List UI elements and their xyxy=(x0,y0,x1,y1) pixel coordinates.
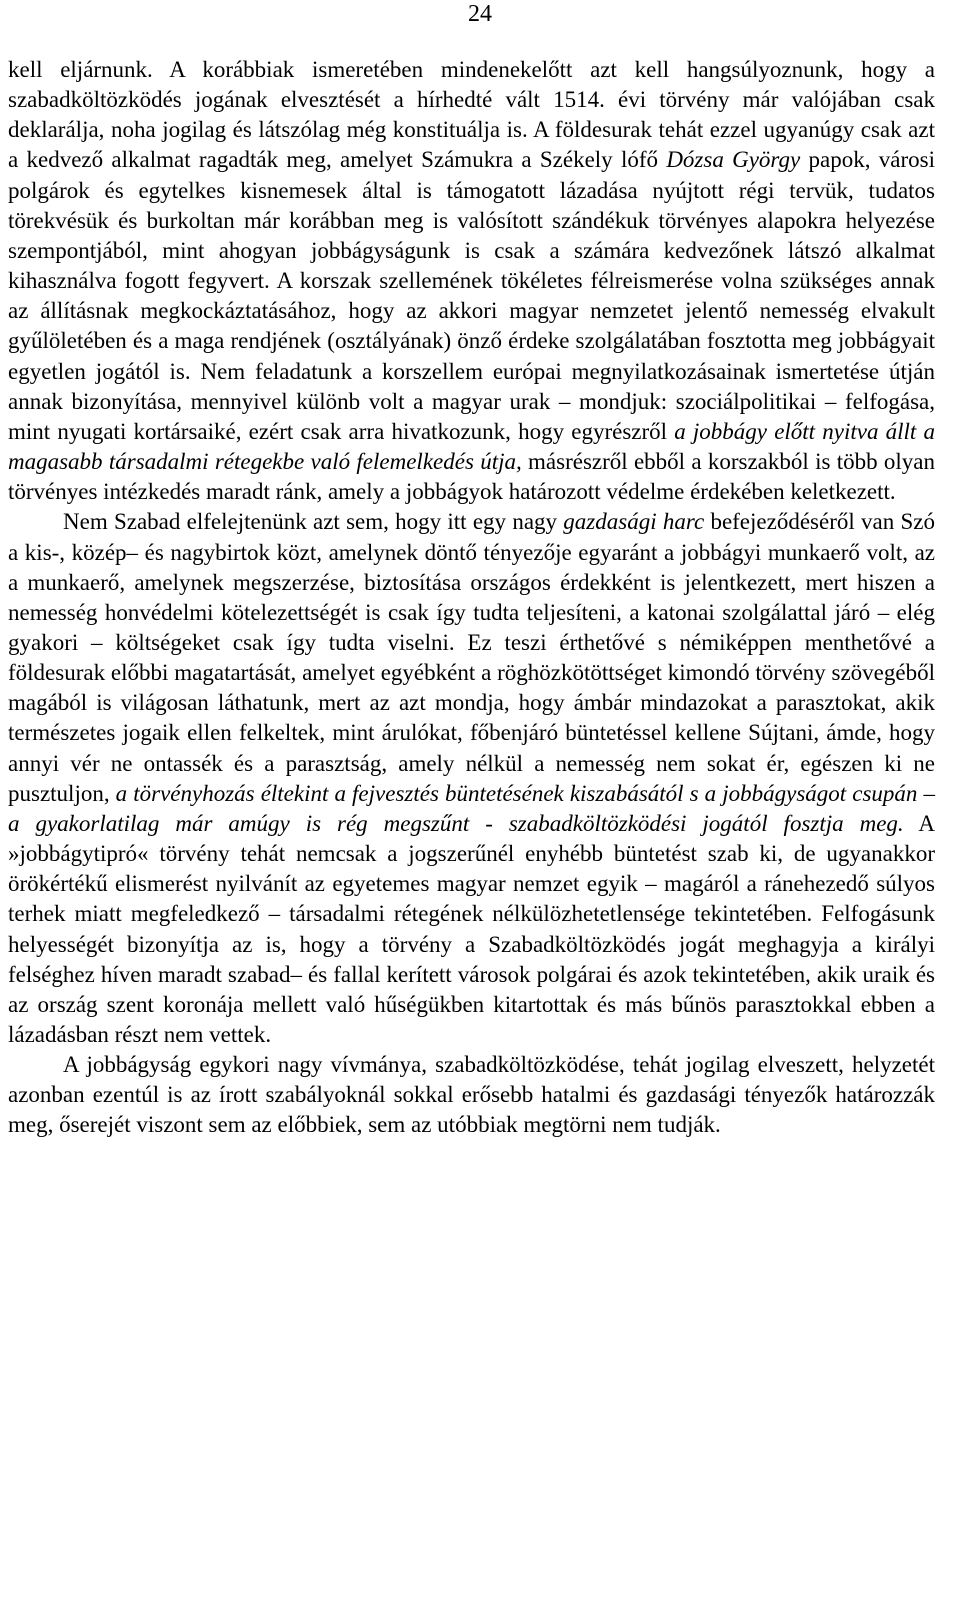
text-run: másrészről ebből a korszakból is több olyan törvényes intézkedés maradt ránk, amely a jobbágyok határozott védelme érdekében keletkezett. xyxy=(8,449,935,505)
text-run: A »jobbágytipró« törvény tehát nemcsak a jogszerűnél enyhébb büntetést szab ki, de ugyanakkor örökértékű elismerést nyilvánít az egyetemes magyar nemzet egyik – magáról a ránehezedő súlyos terhek miatt megfeledkező – társadalmi rétegének nélkülözhetetlensége tekintetében. Felfogásunk helyességét bizonyítja az is, hogy a törvény a Szabadköltözködés jogát meghagyja a királyi felséghez híven maradt szabad– és fallal kerített városok polgárai és azok tekintetében, akik uraik és az ország szent koronája mellett való hűségükben kitartottak és más bűnös parasztokkal ebben a lázadásban részt nem vettek. xyxy=(8,810,935,1047)
text-run: kell eljárnunk. A korábbiak ismeretében mindenekelőtt azt kell hangsúlyoznunk, hogy a szabadköltözködés jogának elvesztését a hírhedté vált 1514. évi törvény már valójában csak deklarálja, noha jogilag és látszólag még konstituálja is. A földesurak tehát ezzel ugyanúgy csak azt a kedvező alkalmat ragadták meg, amelyet Számukra a Székely lófő xyxy=(8,57,935,173)
text-run: befejeződéséről van Szó a kis-, közép– és nagybirtok közt, amelynek döntő tényezője egyaránt a jobbágyi munkaerő volt, az a munkaerő, amelynek megszerzése, biztosítása országos érdekként is jelentkezett, mert hiszen a nemesség honvédelmi kötelezettségét is csak így tudta teljesíteni, a katonai szolgálattal járó – elég gyakori – költségeket csak így tudta viselni. Ez teszi érthetővé s némiképpen menthetővé a földesurak előbbi magatartását, amelyet egyébként a röghözkötöttséget kimondó törvény szövegéből magából is világosan láthatunk, mert az azt mondja, hogy ámbár mindazokat a parasztokat, akik természetes jogaik ellen felkeltek, mint árulókat, főbenjáró büntetéssel kellene Sújtani, ámde, hogy annyi vér ne ontassék és a parasztság, amely nélkül a nemesség nem sokat ér, egészen ki ne pusztuljon, xyxy=(8,509,935,806)
italic-text-run: gazdasági harc xyxy=(563,509,705,535)
page-number: 24 xyxy=(468,1,492,27)
text-run: papok, városi polgárok és egytelkes kisnemesek által is támogatott lázadása nyújtott régi tervük, tudatos törekvésük és burkoltan már korábban meg is valósított szándékuk törvényes alapokra helyezése szempontjából, mint ahogyan jobbágyságunk is csak a számára kedvezőnek látszó alkalmat kihasználva fogott fegyvert. A korszak szellemének tökéletes félreismerése volna szükséges annak az állításnak megkockáztatásához, hogy az akkori magyar nemzetet jelentő nemesség elvakult gyűlöletében és a maga rendjének (osztályának) önző érdeke szolgálatában fosztotta meg jobbágyait egyetlen jogától is. Nem feladatunk a korszellem európai megnyilatkozásainak ismertetése útján annak bizonyítása, mennyivel különb volt a magyar urak – mondjuk: szociálpolitikai – felfogása, mint nyugati kortársaiké, ezért csak arra hivatkozunk, hogy egyrészről xyxy=(8,147,936,444)
italic-text-run: a törvényhozás éltekint a fejvesztés büntetésének kiszabásától s a jobbágyságot csupán – a gyakorlatilag már amúgy is rég megszűnt - szabadköltözködési jogától fosztja meg. xyxy=(8,780,935,836)
paragraph-3 xyxy=(8,1050,935,1140)
paragraph-1 xyxy=(8,55,935,507)
paragraph-2 xyxy=(8,507,935,1050)
body-text xyxy=(8,55,935,1141)
italic-text-run: Dózsa György xyxy=(666,147,801,173)
text-run: Nem Szabad elfelejtenünk azt sem, hogy itt egy nagy xyxy=(63,509,564,535)
italic-text-run: a jobbágy előtt nyitva állt a magasabb társadalmi rétegekbe való felemelkedés útja, xyxy=(8,418,935,475)
text-run: A jobbágyság egykori nagy vívmánya, szabadköltözködése, tehát jogilag elveszett, helyzetét azonban ezentúl is az írott szabályoknál sokkal erősebb hatalmi és gazdasági tényezők határozzák meg, őserejét viszont sem az előbbiek, sem az utóbbiak megtörni nem tudják. xyxy=(8,1052,935,1138)
